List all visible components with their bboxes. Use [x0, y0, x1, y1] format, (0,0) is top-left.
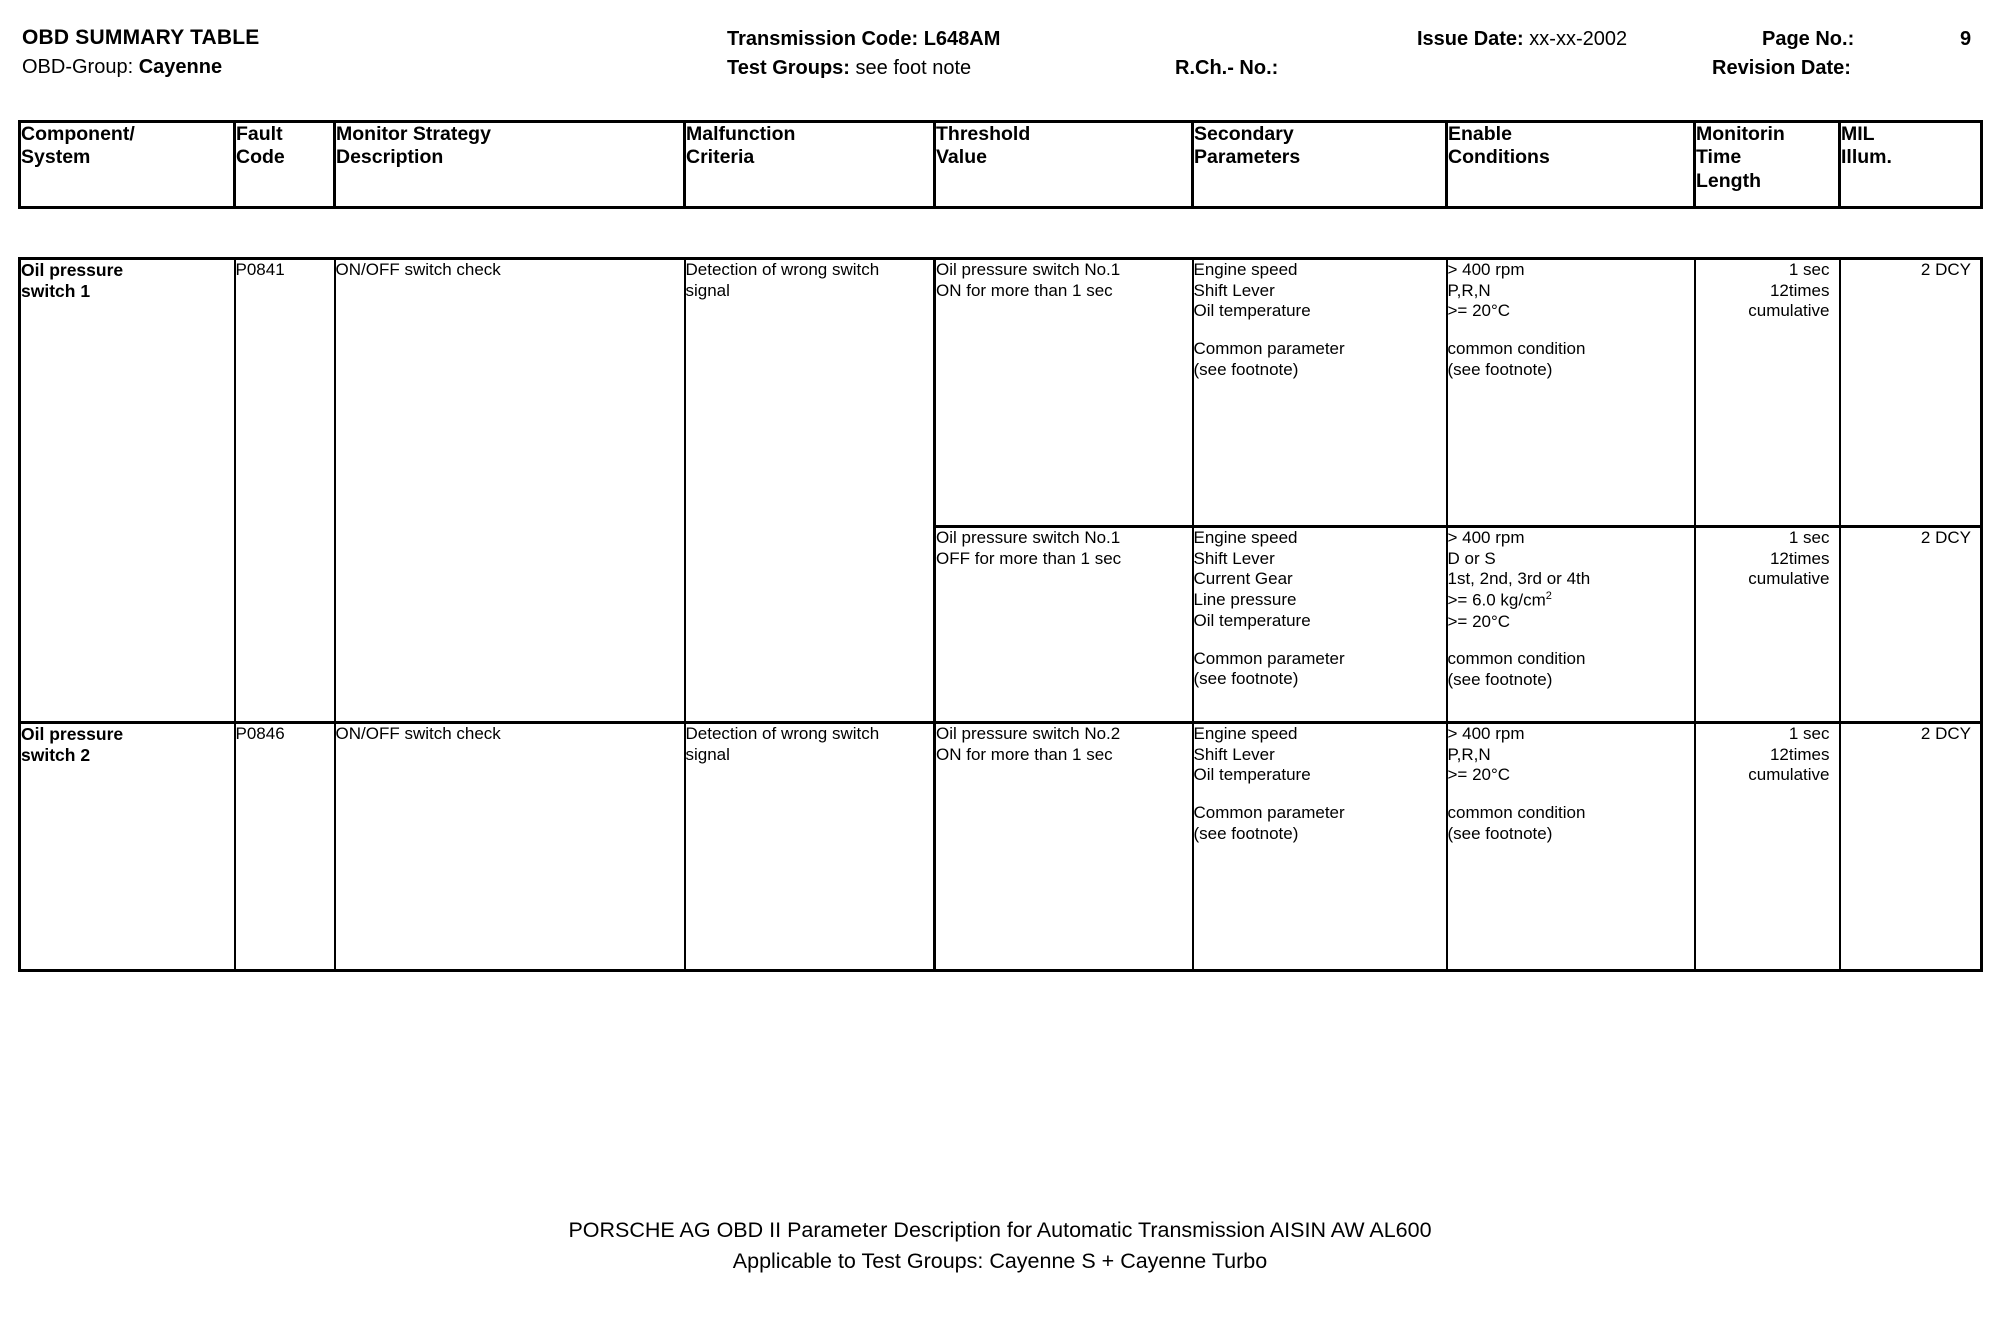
- page-footer: [0, 1215, 2000, 1277]
- footer-line-1: PORSCHE AG OBD II Parameter Description for Automatic Transmission AISIN AW AL600: [568, 1218, 1432, 1242]
- cell-monitor-strategy: ON/OFF switch check: [335, 723, 685, 971]
- col-header-line: Time: [1696, 146, 1742, 169]
- cell-line: (see footnote): [1447, 359, 1553, 379]
- page-no-label: Page No.:: [1762, 28, 1855, 50]
- cell-secondary-parameters: [1193, 723, 1447, 971]
- cell-line: >= 20°C: [1447, 611, 1511, 631]
- cell-line: Current Gear: [1193, 569, 1293, 589]
- obd-group-label: OBD-Group:: [22, 56, 134, 78]
- cell-line: Oil pressure: [21, 260, 124, 280]
- col-header-line: Conditions: [1448, 146, 1550, 169]
- cell-line: Oil temperature: [1193, 301, 1311, 321]
- cell-line: common condition: [1447, 339, 1586, 359]
- cell-line: Oil temperature: [1193, 610, 1311, 630]
- cell-line: cumulative: [1748, 765, 1830, 785]
- cell-malfunction-criteria: [685, 259, 935, 723]
- transmission-code-label: Transmission Code:: [727, 28, 919, 50]
- cell-monitoring-time-length: [1695, 259, 1840, 527]
- table-body: [18, 257, 1983, 972]
- cell-line: (see footnote): [1447, 670, 1553, 690]
- cell-mil-illum: 2 DCY: [1840, 723, 1982, 971]
- cell-secondary-parameters: [1193, 259, 1447, 527]
- cell-line: Detection of wrong switch: [685, 260, 880, 279]
- cell-line: switch 1: [21, 281, 91, 302]
- page-header: [22, 26, 1977, 96]
- cell-line: common condition: [1447, 649, 1586, 669]
- cell-line: signal: [685, 280, 730, 300]
- col-header-line: Enable: [1448, 123, 1512, 145]
- test-groups-label: Test Groups:: [727, 57, 850, 79]
- cell-monitoring-time-length: [1695, 527, 1840, 723]
- col-header-line: Component/: [21, 123, 135, 145]
- footer-line-2: Applicable to Test Groups: Cayenne S + Cayenne Turbo: [732, 1249, 1268, 1274]
- table-gap: [18, 209, 1980, 257]
- col-header-line: Code: [236, 146, 285, 169]
- cell-malfunction-criteria: [685, 723, 935, 971]
- cell-enable-conditions: [1447, 259, 1695, 527]
- cell-fault-code: P0846: [235, 723, 335, 971]
- cell-mil-illum: 2 DCY: [1840, 259, 1982, 527]
- cell-line: >= 6.0 kg/cm: [1447, 590, 1546, 610]
- cell-line: (see footnote): [1193, 669, 1299, 689]
- cell-line: Engine speed: [1193, 260, 1298, 279]
- test-groups-value: see foot note: [855, 57, 972, 79]
- cell-line: 12times: [1769, 744, 1830, 764]
- revision-date-label: Revision Date:: [1712, 57, 1851, 79]
- issue-date-line: [1417, 28, 1627, 51]
- cell-enable-conditions: [1447, 723, 1695, 971]
- cell-line: 12times: [1769, 548, 1830, 568]
- cell-superscript: 2: [1545, 590, 1552, 603]
- cell-blank-line: [1194, 786, 1446, 803]
- col-header-line: Illum.: [1841, 146, 1892, 169]
- cell-threshold-value: [935, 527, 1193, 723]
- cell-line: P,R,N: [1447, 280, 1491, 300]
- cell-fault-code: P0841: [235, 259, 335, 723]
- col-header-line: Secondary: [1194, 123, 1294, 145]
- col-header-line: Length: [1696, 169, 1761, 192]
- cell-line: 1 sec: [1788, 528, 1830, 547]
- col-header-monitor-strategy: [335, 122, 685, 208]
- cell-line: 1 sec: [1788, 724, 1830, 743]
- table-header: [18, 120, 1983, 209]
- test-groups-line: [727, 57, 971, 80]
- cell-blank-line: [1448, 322, 1694, 339]
- cell-line: Engine speed: [1193, 528, 1298, 547]
- col-header-line: Threshold: [936, 123, 1031, 145]
- rch-no-label: R.Ch.- No.:: [1175, 57, 1279, 79]
- cell-line: > 400 rpm: [1447, 528, 1525, 547]
- cell-enable-conditions: [1447, 527, 1695, 723]
- cell-line: cumulative: [1748, 569, 1830, 589]
- col-header-line: Fault: [236, 123, 283, 145]
- cell-line: switch 2: [21, 745, 91, 766]
- cell-line: Line pressure: [1193, 590, 1297, 610]
- cell-line: Oil pressure switch No.1: [936, 260, 1121, 279]
- cell-line: P,R,N: [1447, 744, 1491, 764]
- cell-line: common condition: [1447, 803, 1586, 823]
- transmission-code-value: L648AM: [923, 28, 1001, 50]
- col-header-line: Value: [936, 146, 987, 169]
- cell-threshold-value: [935, 723, 1193, 971]
- cell-line: >= 20°C: [1447, 301, 1511, 321]
- col-header-line: Parameters: [1194, 146, 1301, 169]
- cell-line: >= 20°C: [1447, 765, 1511, 785]
- cell-line: signal: [685, 744, 730, 764]
- col-header-mil-illum: [1840, 122, 1982, 208]
- table-row: [20, 723, 1982, 971]
- cell-line: Oil pressure switch No.2: [936, 724, 1121, 743]
- cell-line: Oil temperature: [1193, 765, 1311, 785]
- transmission-code-line: [727, 28, 1000, 51]
- cell-line: (see footnote): [1193, 823, 1299, 843]
- obd-group-value: Cayenne: [138, 56, 223, 78]
- cell-line: Shift Lever: [1193, 548, 1275, 568]
- col-header-secondary-parameters: [1193, 122, 1447, 208]
- cell-monitoring-time-length: [1695, 723, 1840, 971]
- col-header-line: Malfunction: [686, 123, 796, 145]
- cell-line: (see footnote): [1193, 359, 1299, 379]
- obd-group-line: [22, 56, 222, 79]
- cell-line: Common parameter: [1193, 648, 1345, 668]
- cell-line: OFF for more than 1 sec: [936, 548, 1122, 568]
- cell-line: (see footnote): [1447, 823, 1553, 843]
- cell-line: Shift Lever: [1193, 744, 1275, 764]
- cell-blank-line: [1448, 786, 1694, 803]
- cell-line: cumulative: [1748, 301, 1830, 321]
- cell-line: Common parameter: [1193, 803, 1345, 823]
- cell-line-line-pressure: [1448, 590, 1694, 611]
- cell-line: Common parameter: [1193, 339, 1345, 359]
- col-header-line: System: [21, 146, 91, 169]
- obd-summary-table: [18, 120, 1980, 972]
- cell-line: Detection of wrong switch: [685, 724, 880, 743]
- cell-line: ON for more than 1 sec: [936, 744, 1113, 764]
- cell-component-system: [20, 259, 235, 723]
- col-header-line: Description: [336, 146, 444, 169]
- cell-line: 1 sec: [1788, 260, 1830, 279]
- cell-line: > 400 rpm: [1447, 724, 1525, 743]
- cell-line: ON for more than 1 sec: [936, 280, 1113, 300]
- cell-blank-line: [1448, 632, 1694, 649]
- cell-blank-line: [1194, 322, 1446, 339]
- cell-line: > 400 rpm: [1447, 260, 1525, 279]
- cell-blank-line: [1194, 632, 1446, 649]
- cell-secondary-parameters: [1193, 527, 1447, 723]
- cell-line: 1st, 2nd, 3rd or 4th: [1447, 569, 1591, 589]
- page-no-value: 9: [1960, 28, 1972, 50]
- col-header-line: Monitor Strategy: [336, 123, 491, 145]
- cell-line: Oil pressure switch No.1: [936, 528, 1121, 547]
- cell-line: Engine speed: [1193, 724, 1298, 743]
- col-header-component-system: [20, 122, 235, 208]
- col-header-monitoring-time-length: [1695, 122, 1840, 208]
- cell-threshold-value: [935, 259, 1193, 527]
- cell-mil-illum: 2 DCY: [1840, 527, 1982, 723]
- col-header-line: Monitorin: [1696, 123, 1785, 145]
- cell-component-system: [20, 723, 235, 971]
- table-row: [20, 259, 1982, 527]
- col-header-line: MIL: [1841, 123, 1875, 145]
- issue-date-label: Issue Date:: [1417, 28, 1524, 50]
- col-header-enable-conditions: [1447, 122, 1695, 208]
- document-title: OBD SUMMARY TABLE: [22, 26, 260, 49]
- cell-line: D or S: [1447, 548, 1496, 568]
- cell-line: Oil pressure: [21, 724, 124, 744]
- col-header-malfunction-criteria: [685, 122, 935, 208]
- col-header-threshold-value: [935, 122, 1193, 208]
- col-header-fault-code: [235, 122, 335, 208]
- issue-date-value: xx-xx-2002: [1529, 28, 1628, 50]
- col-header-line: Criteria: [686, 146, 755, 169]
- cell-monitor-strategy: ON/OFF switch check: [335, 259, 685, 723]
- cell-line: 12times: [1769, 280, 1830, 300]
- cell-line: Shift Lever: [1193, 280, 1275, 300]
